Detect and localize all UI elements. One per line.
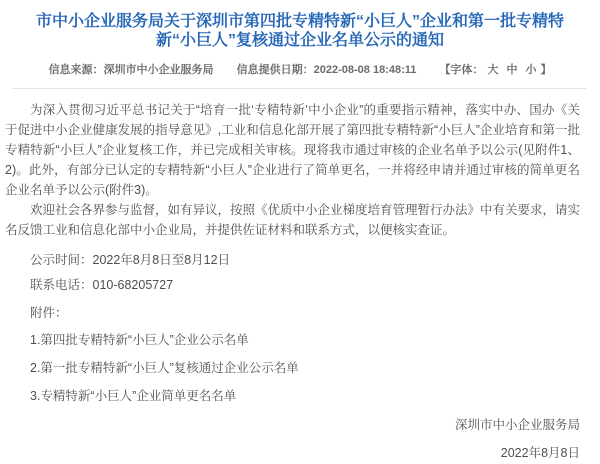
signature-agency: 深圳市中小企业服务局 <box>454 418 580 432</box>
meta-source <box>49 63 214 78</box>
paragraph-1: 为深入贯彻习近平总书记关于“培育一批‘专精特新’中小企业”的重要指示精神，落实中办、国办《关于促进中小企业健康发展的指导意见》,工业和信息化部开展了第四批专精特新“小巨人”企业培育和第一批专精特新“小巨人”企业复核工作，并已完成相关审核。现将我市通过审核的企业名单予以公示(见附件1、2)。此外，有部分已认定的专精特新“小巨人”企业进行了简单更名，一并将经申请并通过审核的简单更名企业名单予以公示(附件3)。 <box>5 103 580 197</box>
font-size-medium-button[interactable]: 中 <box>506 64 518 76</box>
font-control-prefix: 【字体： <box>439 64 484 76</box>
attachment-link-1[interactable]: 1.第四批专精特新“小巨人”企业公示名单 <box>30 333 249 347</box>
attachment-link-3[interactable]: 3.专精特新“小巨人”企业简单更名名单 <box>30 389 237 403</box>
meta-source-value: 深圳市中小企业服务局 <box>103 64 214 76</box>
meta-date-value: 2022-08-08 18:48:11 <box>313 64 417 76</box>
contact-phone: 联系电话：010-68205727 <box>30 278 174 292</box>
signature-block <box>5 415 580 463</box>
notice-body <box>0 89 600 463</box>
paragraph-2: 欢迎社会各界参与监督，如有异议，按照《优质中小企业梯度培育管理暂行办法》中有关要求，请实名反馈工业和信息化部中小企业局，并提供佐证材料和联系方式，以便核实查证。 <box>5 203 581 237</box>
font-size-control <box>439 63 551 78</box>
meta-bar <box>0 63 600 78</box>
meta-source-label: 信息来源： <box>48 64 104 76</box>
notice-title: 市中小企业服务局关于深圳市第四批专精特新“小巨人”企业和第一批专精特新“小巨人”复核通过企业名单公示的通知 <box>35 13 564 49</box>
publicity-period: 公示时间：2022年8月8日至8月12日 <box>30 253 231 267</box>
meta-date-label: 信息提供日期： <box>236 64 314 76</box>
meta-date <box>237 63 417 78</box>
attachments-label: 附件： <box>30 306 68 320</box>
font-control-suffix: 】 <box>540 64 552 76</box>
signature-date: 2022年8月8日 <box>500 446 580 460</box>
font-size-large-button[interactable]: 大 <box>487 64 499 76</box>
font-size-small-button[interactable]: 小 <box>525 64 537 76</box>
attachment-link-2[interactable]: 2.第一批专精特新“小巨人”复核通过企业公示名单 <box>30 361 299 375</box>
